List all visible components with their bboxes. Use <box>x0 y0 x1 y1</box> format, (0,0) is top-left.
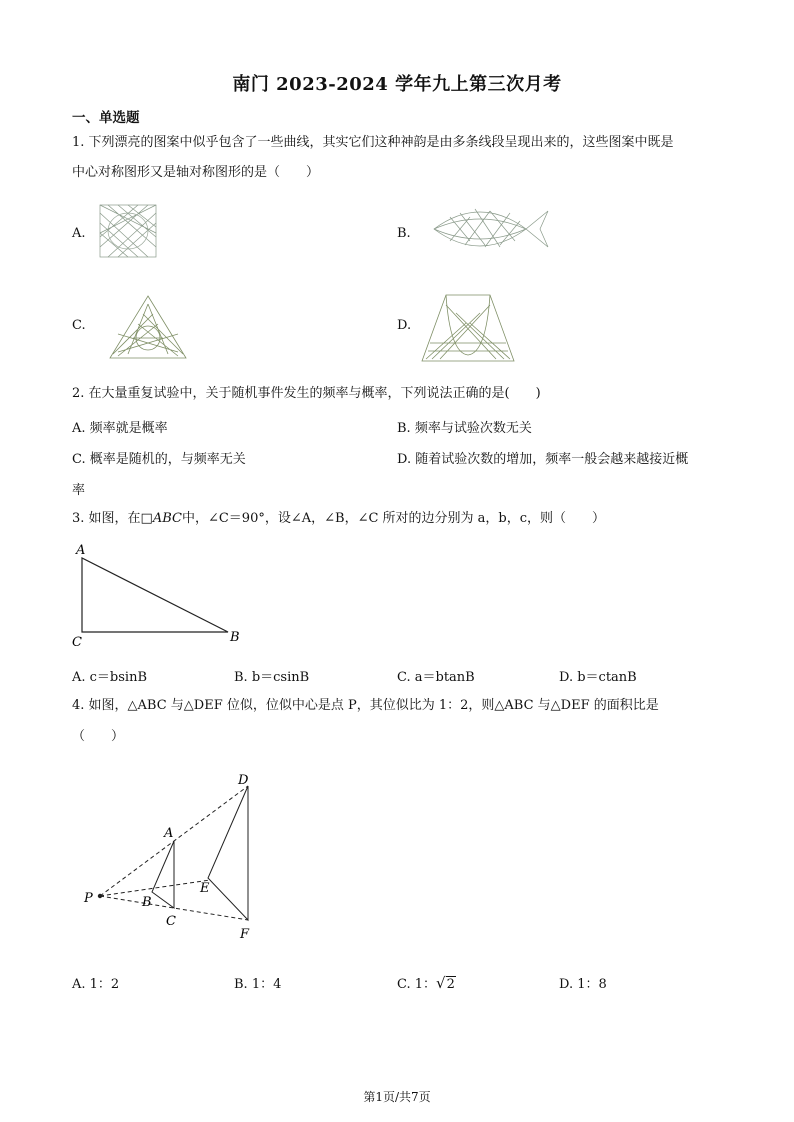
q4-option-c-label: C. 1： <box>397 977 437 992</box>
q3-stem-prefix: 3. 如图，在 <box>72 511 141 526</box>
q4-label-b: B <box>142 895 152 910</box>
page-footer: 第1页/共7页 <box>363 1090 431 1104</box>
q3-label-b: B <box>230 630 240 645</box>
q3-stem-triangle: □ABC <box>140 511 182 526</box>
q3-triangle-figure <box>70 540 250 650</box>
q4-label-c: C <box>166 914 176 929</box>
q3-option-d[interactable]: D. b＝ctanB <box>559 670 637 685</box>
q1-option-c-label[interactable]: C. <box>72 318 86 333</box>
q2-option-d[interactable]: D. 随着试验次数的增加，频率一般会越来越接近概 <box>397 452 689 467</box>
q3-stem <box>72 510 605 528</box>
q1-option-b-label[interactable]: B. <box>397 226 411 241</box>
q2-option-c[interactable]: C. 概率是随机的，与频率无关 <box>72 452 246 467</box>
q4-label-e: E <box>200 881 210 896</box>
q3-option-a[interactable]: A. c＝bsinB <box>72 670 148 685</box>
q4-option-c[interactable] <box>397 973 456 992</box>
q4-center-point <box>98 894 102 898</box>
q4-stem-line1: 4. 如图，△ABC 与△DEF 位似，位似中心是点 P，其位似比为 1：2，则△ABC 与△DEF 的面积比是 <box>72 698 659 713</box>
q1-option-b-pattern <box>430 203 550 255</box>
q4-option-a[interactable]: A. 1：2 <box>72 977 120 992</box>
q2-stem: 2. 在大量重复试验中，关于随机事件发生的频率与概率，下列说法正确的是( ) <box>72 386 541 401</box>
q4-stem-line2: （ ） <box>72 729 125 744</box>
sqrt-icon: √ <box>436 974 446 992</box>
q2-option-a[interactable]: A. 频率就是概率 <box>72 421 168 436</box>
q4-label-a: A <box>164 826 174 841</box>
q4-option-b[interactable]: B. 1：4 <box>234 977 282 992</box>
q4-homothety-figure <box>80 768 280 948</box>
q4-option-d[interactable]: D. 1：8 <box>559 977 607 992</box>
q1-stem-line2: 中心对称图形又是轴对称图形的是（ ） <box>72 165 320 180</box>
q3-label-c: C <box>72 635 82 650</box>
q4-label-f: F <box>240 927 250 942</box>
q1-option-d-pattern <box>420 293 516 363</box>
q1-stem-line1: 1. 下列漂亮的图案中似乎包含了一些曲线，其实它们这种神韵是由多条线段呈现出来的，这些图案中既是 <box>72 135 674 150</box>
q3-stem-rest: 中，∠C＝90°，设∠A，∠B，∠C 所对的边分别为 a，b，c，则（ ） <box>181 511 606 526</box>
q3-label-a: A <box>76 543 86 558</box>
q3-triangle <box>82 558 228 632</box>
q2-option-b[interactable]: B. 频率与试验次数无关 <box>397 421 532 436</box>
q3-option-b[interactable]: B. b＝csinB <box>234 670 310 685</box>
q1-option-a-label[interactable]: A. <box>72 226 86 241</box>
page-title: 南门 2023-2024 学年九上第三次月考 <box>232 74 562 95</box>
q4-label-p: P <box>84 891 93 906</box>
q2-option-d-wrap: 率 <box>72 483 86 498</box>
q1-option-c-pattern <box>108 294 188 360</box>
section-heading: 一、单选题 <box>72 110 140 126</box>
q4-option-c-radicand: 2 <box>446 977 455 992</box>
q1-option-a-pattern <box>98 203 158 259</box>
q4-label-d: D <box>238 773 249 788</box>
q3-option-c[interactable]: C. a＝btanB <box>397 670 475 685</box>
q1-option-d-label[interactable]: D. <box>397 318 412 333</box>
